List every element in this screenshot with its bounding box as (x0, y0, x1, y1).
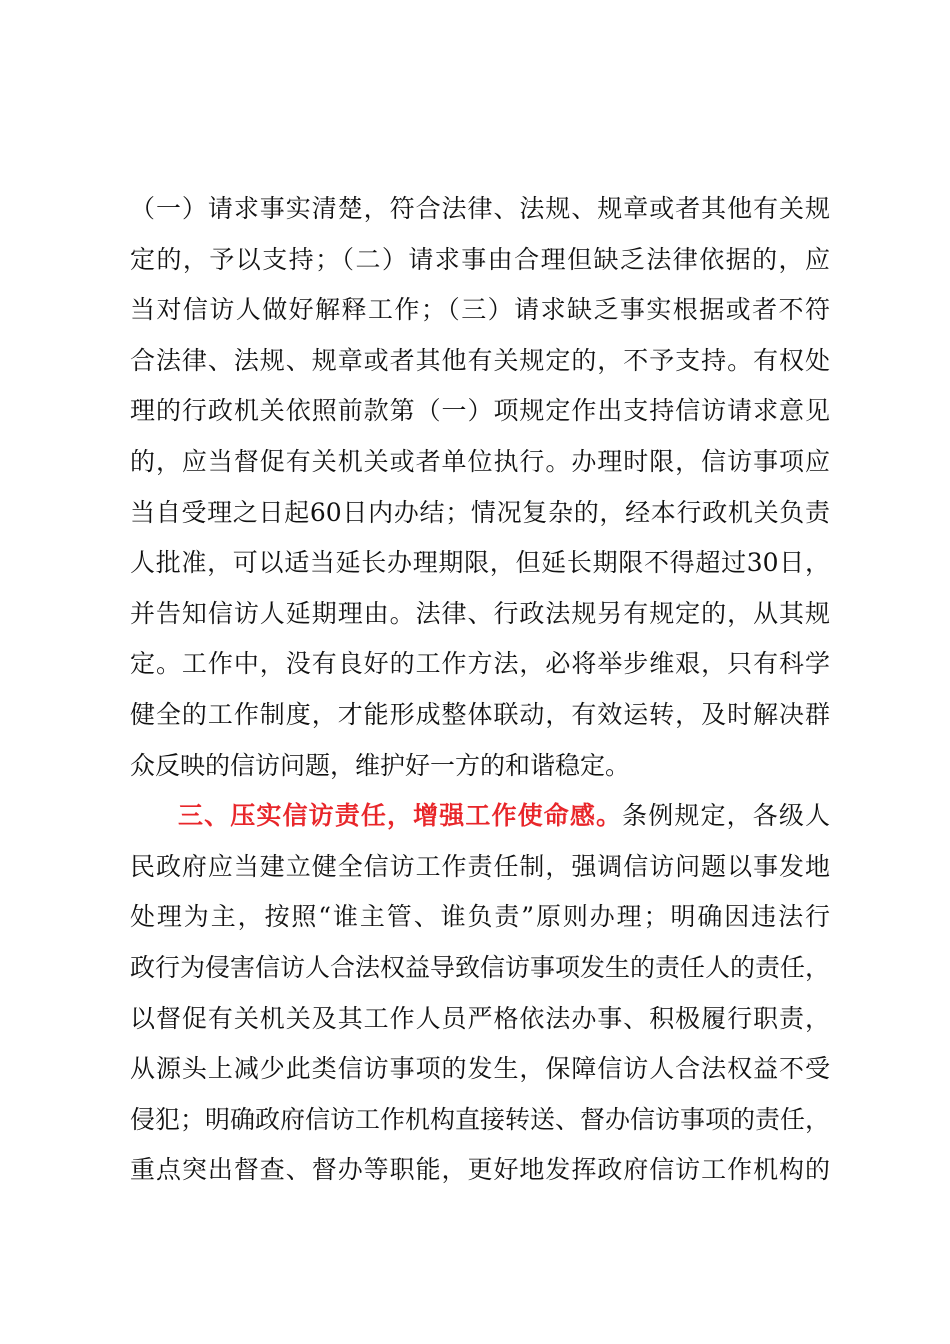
text-line: 从源头上减少此类信访事项的发生，保障信访人合法权益不受 (130, 1054, 830, 1084)
text-line: 人批准，可以适当延长办理期限，但延长期限不得超过30日， (130, 548, 830, 578)
text-line: （一）请求事实清楚，符合法律、法规、规章或者其他有关规 (130, 194, 830, 223)
heading-line (130, 791, 830, 842)
body-text (130, 184, 830, 1196)
paragraph-2 (130, 791, 830, 1196)
text-line: 重点突出督查、督办等职能，更好地发挥政府信访工作机构的 (130, 1155, 830, 1185)
paragraph-1 (130, 184, 830, 791)
text-line: 当对信访人做好解释工作；（三）请求缺乏事实根据或者不符 (130, 295, 830, 325)
section-heading: 三、压实信访责任，增强工作使命感。 (178, 801, 623, 831)
text-line: 健全的工作制度，才能形成整体联动，有效运转，及时解决群 (130, 699, 830, 729)
text-line: 当自受理之日起60日内办结；情况复杂的，经本行政机关负责 (130, 497, 830, 527)
text-line: 以督促有关机关及其工作人员严格依法办事、积极履行职责， (130, 1003, 830, 1033)
text-line: 侵犯；明确政府信访工作机构直接转送、督办信访事项的责任， (130, 1104, 830, 1134)
text-line: 并告知信访人延期理由。法律、行政法规另有规定的，从其规 (130, 598, 830, 628)
text-line: 民政府应当建立健全信访工作责任制，强调信访问题以事发地 (130, 851, 830, 881)
text-line: 处理为主，按照“谁主管、谁负责”原则办理；明确因违法行 (130, 902, 830, 932)
text-line: 定。工作中，没有良好的工作方法，必将举步维艰，只有科学 (130, 649, 830, 679)
text-line: 政行为侵害信访人合法权益导致信访事项发生的责任人的责任， (130, 952, 830, 982)
text-line: 定的，予以支持；（二）请求事由合理但缺乏法律依据的，应 (130, 244, 830, 274)
text-line: 众反映的信访问题，维护好一方的和谐稳定。 (130, 750, 631, 780)
text-line: 合法律、法规、规章或者其他有关规定的，不予支持。有权处 (130, 345, 830, 375)
text-line: 的，应当督促有关机关或者单位执行。办理时限，信访事项应 (130, 446, 830, 476)
text-line: 理的行政机关依照前款第（一）项规定作出支持信访请求意见 (130, 396, 830, 426)
heading-line-rest: 条例规定，各级人 (622, 801, 830, 831)
